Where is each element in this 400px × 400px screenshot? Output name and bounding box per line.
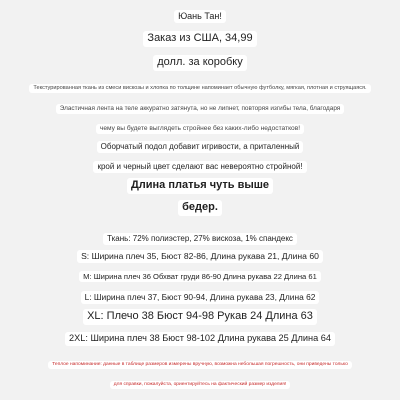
- size-2xl-text: 2XL: Ширина плеч 38 Бюст 98-102 Длина рукава 25 Длина 64: [65, 332, 335, 346]
- elastic-band-line-1: [0, 97, 400, 115]
- size-xl-text: XL: Плечо 38 Бюст 94-98 Рукав 24 Длина 63: [83, 309, 317, 325]
- size-m-text: M: Ширина плеч 36 Обхват груди 86-90 Длина рукава 22 Длина 61: [79, 271, 321, 282]
- dress-length-line-1: [0, 175, 400, 194]
- measurement-note-line-2: [0, 372, 400, 390]
- composition-text: Ткань: 72% полиэстер, 27% вискоза, 1% спандекс: [103, 233, 297, 245]
- elastic-band-text-1: Эластичная лента на теле аккуратно затянута, но не липнет, повторяя изгибы тела, благодаря: [56, 104, 345, 114]
- size-s-line: [0, 246, 400, 264]
- price-line-1: [0, 28, 400, 47]
- fabric-description-line: [0, 76, 400, 94]
- greeting-line: [0, 6, 400, 24]
- measurement-note-text-1: Теплое напоминание: данные в таблице размеров измерены вручную, возможна небольшая погрешность, они приведены только: [48, 361, 352, 369]
- size-m-line: [0, 266, 400, 284]
- dress-length-text-2: бедер.: [178, 200, 222, 216]
- size-xl-line: [0, 306, 400, 325]
- dress-length-line-2: [0, 197, 400, 216]
- measurement-note-line-1: [0, 352, 400, 370]
- fabric-description-text: Текстурированная ткань из смеси вискозы и хлопка по толщине напоминает обычную футболку, мягкая, плотная и струящаяся.: [29, 84, 370, 93]
- elastic-band-line-2: [0, 117, 400, 135]
- price-text-1: Заказ из США, 34,99: [143, 31, 256, 47]
- measurement-note-text-2: для справки, пожалуйста, ориентируйтесь на фактический размер изделия!: [110, 381, 291, 389]
- price-text-2: долл. за коробку: [153, 55, 247, 71]
- elastic-band-text-2: чему вы будете выглядеть стройнее без каких-либо недостатков!: [96, 124, 304, 134]
- hem-line-2: [0, 156, 400, 174]
- size-l-text: L: Ширина плеч 37, Бюст 90-94, Длина рукава 23, Длина 62: [81, 291, 320, 304]
- price-line-2: [0, 52, 400, 71]
- hem-text-1: Оборчатый подол добавит игривости, а приталенный: [97, 141, 304, 153]
- size-2xl-line: [0, 328, 400, 346]
- hem-text-2: крой и черный цвет сделают вас невероятно стройной!: [93, 161, 306, 173]
- dress-length-text-1: Длина платья чуть выше: [127, 178, 273, 194]
- size-l-line: [0, 287, 400, 305]
- greeting-text: Юань Тан!: [174, 10, 226, 23]
- hem-line-1: [0, 136, 400, 154]
- composition-line: [0, 228, 400, 246]
- size-s-text: S: Ширина плеч 35, Бюст 82-86, Длина рукава 21, Длина 60: [77, 250, 323, 263]
